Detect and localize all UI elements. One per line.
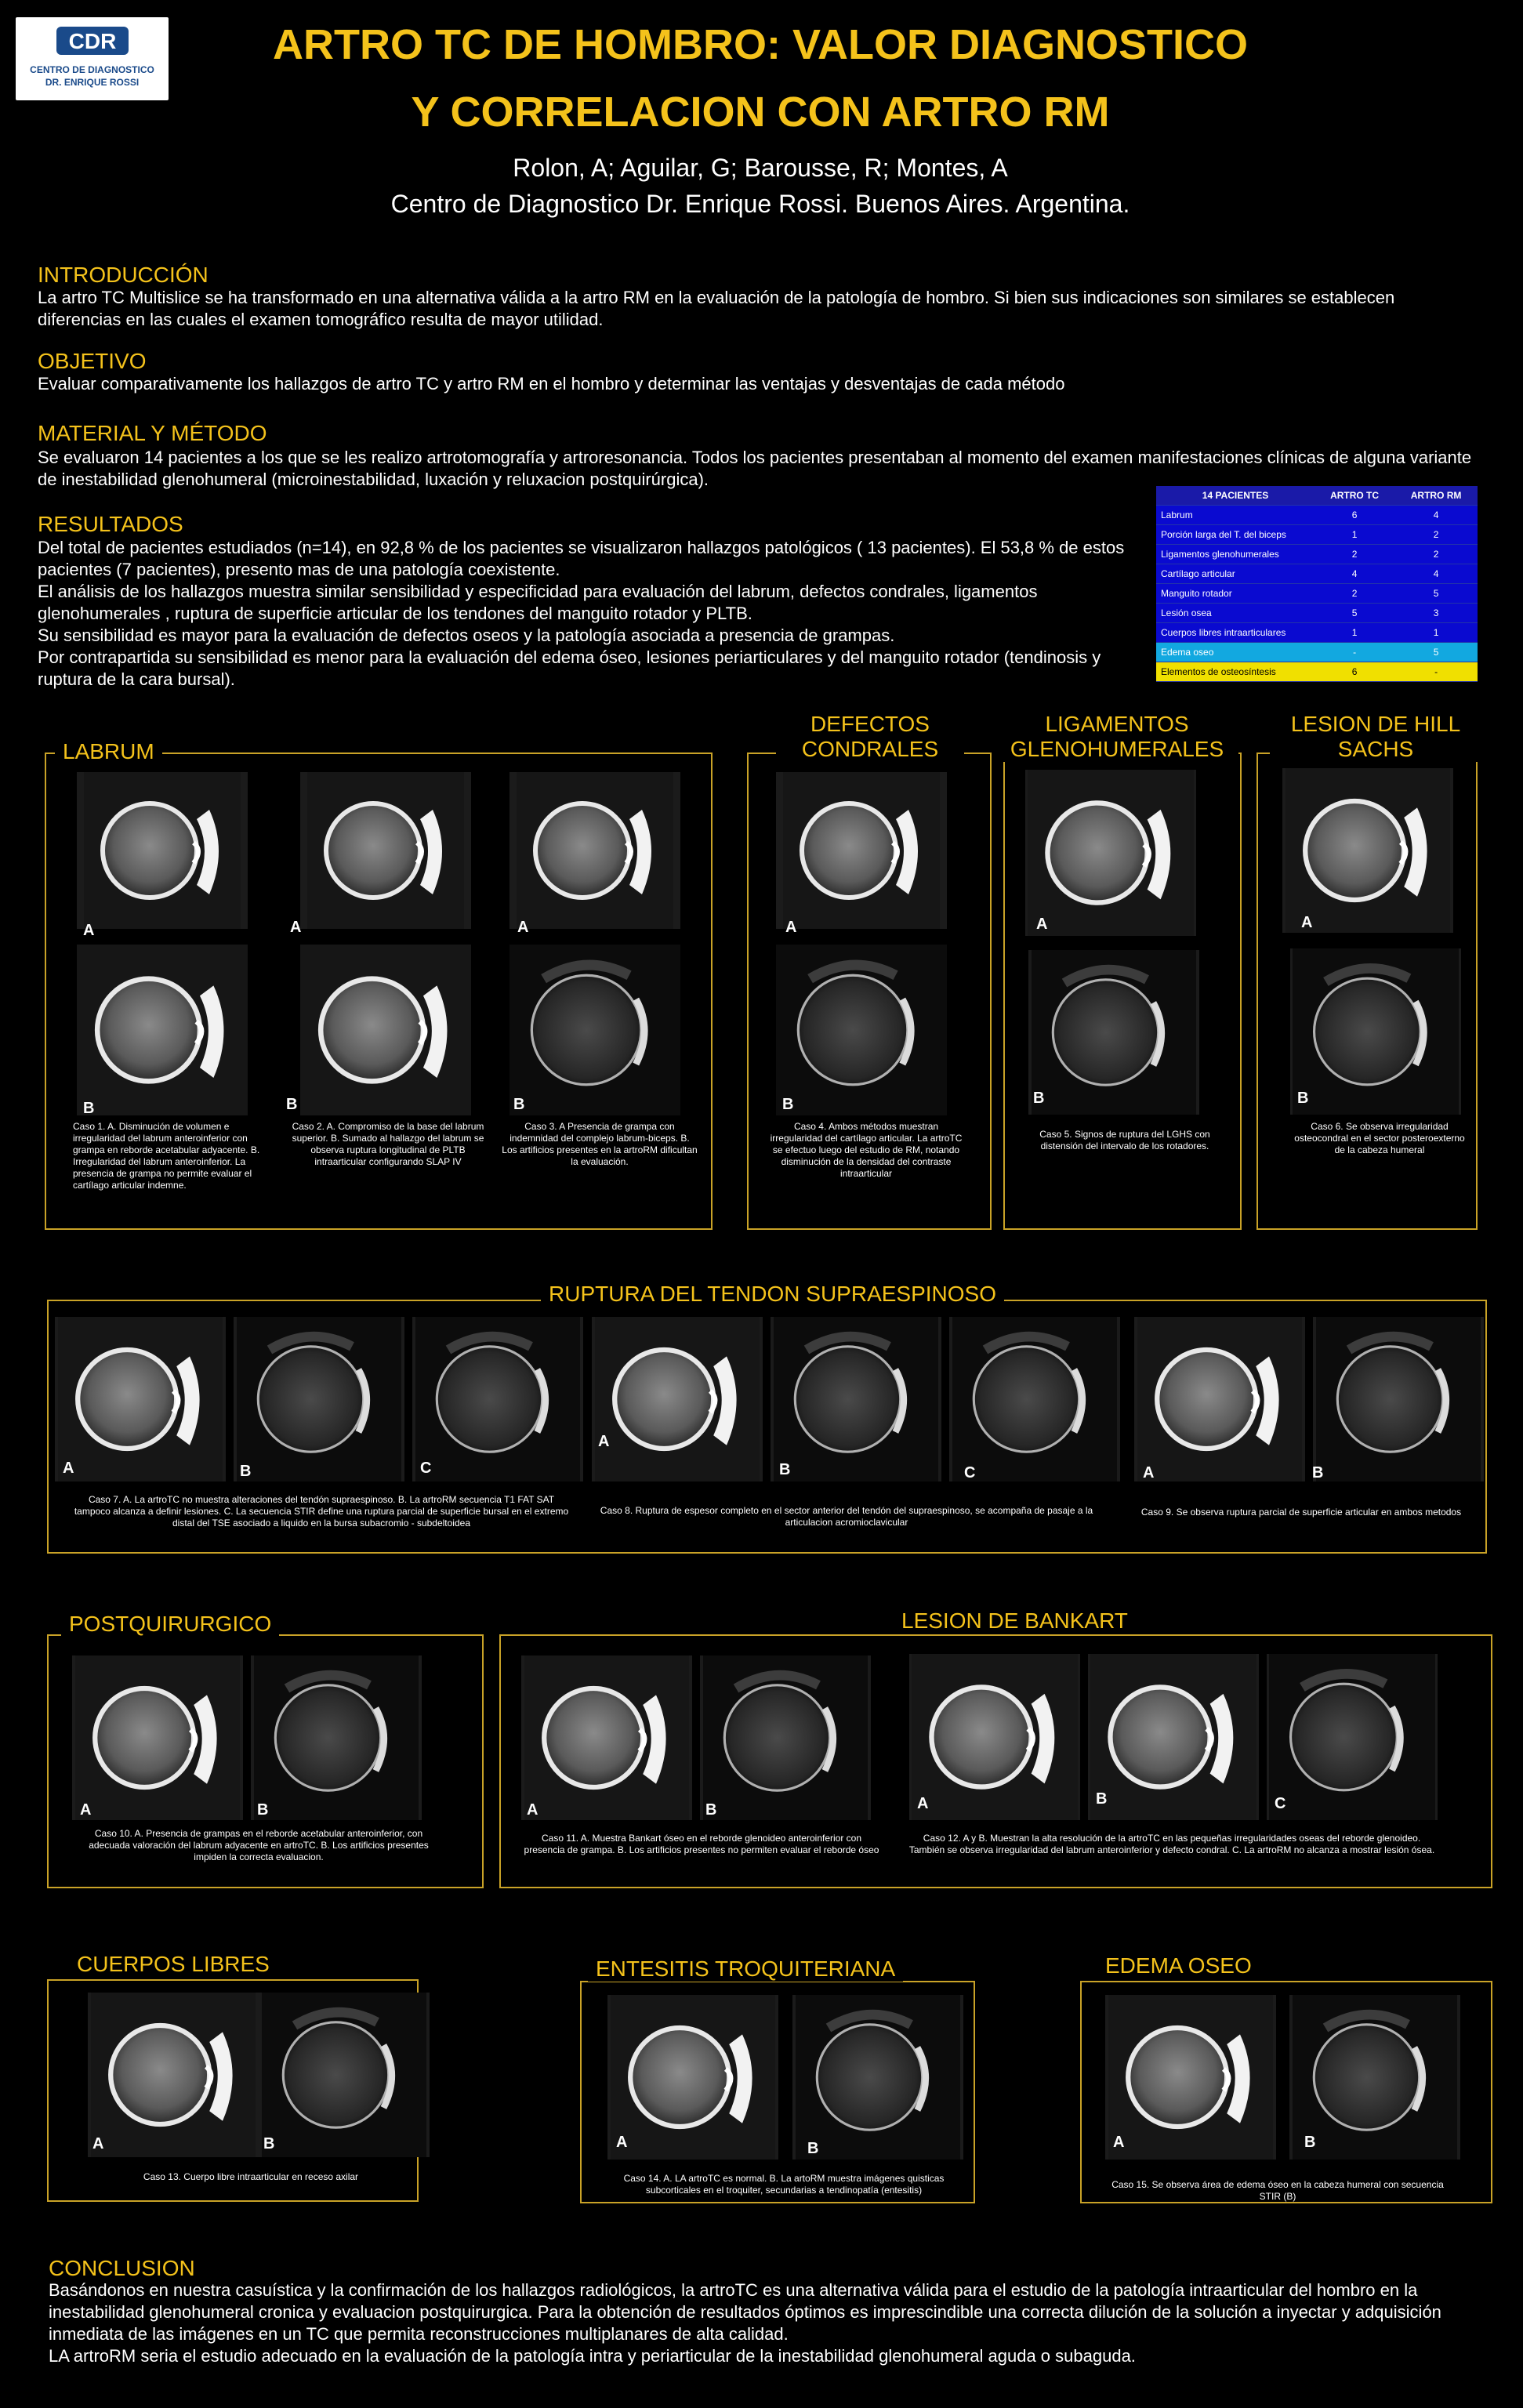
image-label: B (779, 1461, 791, 1478)
image-label: B (1297, 1090, 1309, 1107)
scan-image (792, 1995, 963, 2160)
image-label: A (63, 1460, 74, 1477)
objetivo-heading: OBJETIVO (38, 349, 147, 373)
results-table (1156, 486, 1478, 682)
scan-image (77, 772, 248, 929)
image-label: B (240, 1463, 252, 1480)
table-cell: 2 (1314, 584, 1394, 604)
conclusion-p2: LA artroRM seria el estudio adecuado en la evaluación de la patología intra y periarticular de la inestabilidad glenohumeral aguda o subaguda. (49, 2346, 1136, 2366)
resultados-p2: El análisis de los hallazgos muestra similar sensibilidad y especificidad para evaluación del labrum, defectos condrales, ligamentos glenohumerales , ruptura de superficie articular de los tendones del manguito rotador y PLTB. (38, 582, 1038, 623)
caption-caso11: Caso 11. A. Muestra Bankart óseo en el reborde glenoideo anteroinferior con presencia de grampa. B. Los artificios presentes no permiten evaluar el reborde óseo (524, 1833, 879, 1855)
image-label: A (1036, 916, 1048, 933)
poster-title-line2: Y CORRELACION CON ARTRO RM (411, 89, 1110, 136)
table-row (1156, 662, 1478, 682)
scan-image (1267, 1654, 1438, 1820)
caption-caso12: Caso 12. A y B. Muestran la alta resolución de la artroTC en las pequeñas irregularidades oseas del reborde glenoideo. También se observa irregularidad del labrum anteroinferior y defecto condral. C. La artroRM no alcanza a mostrar lesión ósea. (908, 1833, 1435, 1855)
scan-image (88, 1993, 259, 2157)
resultados-p1: Del total de pacientes estudiados (n=14), en 92,8 % de los pacientes se visualizaron hallazgos patológicos ( 13 pacientes). El 53,8 % de estos pacientes (7 pacientes), presento mas de una patología coexistente. (38, 538, 1125, 579)
image-label: B (1304, 2134, 1316, 2151)
image-label: C (964, 1464, 976, 1481)
material-heading: MATERIAL Y MÉTODO (38, 421, 267, 445)
scan-image (949, 1317, 1120, 1481)
resultados-heading: RESULTADOS (38, 512, 183, 536)
panel-ligamentos-title-line1: LIGAMENTOS (1045, 712, 1189, 736)
table-cell: 2 (1394, 545, 1478, 564)
scan-image (592, 1317, 763, 1481)
panel-condrales-title-line1: DEFECTOS (810, 712, 930, 736)
panel-labrum-title: LABRUM (55, 739, 162, 764)
scan-image (700, 1656, 871, 1820)
table-cell: 5 (1394, 643, 1478, 662)
caption-caso14: Caso 14. A. LA artroTC es normal. B. La artoRM muestra imágenes quisticas subcorticales en el troquiter, secundarias a tendinopatía (entesitis) (623, 2173, 945, 2196)
intro-text: La artro TC Multislice se ha transformado en una alternativa válida a la artro RM en la evaluación de la patología de hombro. Si bien sus indicaciones son similares se establecen diferencias en las cuales el examen tomográfico resulta de mayor utilidad. (38, 288, 1395, 329)
table-header-row (1156, 486, 1478, 506)
table-row (1156, 525, 1478, 545)
image-label: B (782, 1096, 794, 1113)
table-row (1156, 506, 1478, 525)
scan-image (909, 1654, 1080, 1820)
intro-heading: INTRODUCCIÓN (38, 263, 209, 287)
table-cell: - (1314, 643, 1394, 662)
conclusion-p1: Basándonos en nuestra casuística y la confirmación de los hallazgos radiológicos, la artroTC es una alternativa válida para el estudio de la patología intraarticular del hombro en la inestabilidad glenohumeral cronica y evaluacion postquirurgica. Para la obtención de resultados óptimos es imprescindible una correcta dilución de la solución a inyectar y adquisición inmediata de las imágenes en un TC que permita reconstrucciones multiplanares de alta calidad. (49, 2280, 1441, 2344)
image-label: B (513, 1096, 525, 1113)
image-label: B (286, 1096, 298, 1113)
image-label: B (1096, 1790, 1108, 1808)
scan-image (412, 1317, 583, 1481)
objetivo-text: Evaluar comparativamente los hallazgos de artro TC y artro RM en el hombro y determinar las ventajas y desventajas de cada método (38, 374, 1065, 393)
image-label: A (1143, 1464, 1155, 1481)
table-row (1156, 545, 1478, 564)
scan-image (771, 1317, 941, 1481)
scan-image (1028, 950, 1199, 1115)
scan-image (1313, 1317, 1484, 1481)
scan-image (77, 945, 248, 1115)
image-label: C (420, 1460, 432, 1477)
table-cell: Ligamentos glenohumerales (1156, 545, 1314, 564)
scan-image (509, 945, 680, 1115)
table-cell: 1 (1314, 525, 1394, 545)
table-cell: 2 (1394, 525, 1478, 545)
image-label: A (1113, 2134, 1125, 2151)
panel-entesitis-title: ENTESITIS TROQUITERIANA (588, 1956, 903, 1982)
caption-caso1: Caso 1. A. Disminución de volumen e irregularidad del labrum anteroinferior con grampa en reborde acetabular adyacente. B. Irregularidad del labrum anteroinferior. La presencia de grampa no permite evaluar el cartílago articular indemne. (73, 1121, 260, 1191)
logo-line2: DR. ENRIQUE ROSSI (45, 77, 140, 88)
scan-image (1105, 1995, 1276, 2160)
table-cell: 1 (1314, 623, 1394, 643)
panel-condrales-title (776, 712, 964, 762)
affiliation: Centro de Diagnostico Dr. Enrique Rossi. Buenos Aires. Argentina. (390, 190, 1130, 218)
logo (16, 17, 169, 100)
table-cell: Lesión osea (1156, 604, 1314, 623)
image-label: B (807, 2140, 819, 2157)
table-cell: Manguito rotador (1156, 584, 1314, 604)
resultados-text (38, 537, 1135, 691)
image-label: B (257, 1801, 269, 1819)
table-cell: 4 (1394, 506, 1478, 525)
logo-mark-icon (55, 24, 130, 58)
caption-caso6: Caso 6. Se observa irregularidad osteocondral en el sector posteroexterno de la cabeza humeral (1294, 1121, 1465, 1155)
poster-title-line1: ARTRO TC DE HOMBRO: VALOR DIAGNOSTICO (273, 21, 1248, 68)
table-cell: Edema oseo (1156, 643, 1314, 662)
caption-caso10: Caso 10. A. Presencia de grampas en el reborde acetabular anteroinferior, con adecuada valoración del labrum adyacente en artroTC. B. Los artificios presentes impiden la correcta evaluacion. (89, 1828, 429, 1862)
svg-text:CDR: CDR (68, 29, 117, 53)
panel-edema-title: EDEMA OSEO (1097, 1953, 1260, 1978)
conclusion-text (49, 2279, 1491, 2367)
caption-caso7: Caso 7. A. La artroTC no muestra alteraciones del tendón supraespinoso. B. La artroRM secuencia T1 FAT SAT tampoco alcanza a definir lesiones. C. La secuencia STIR define una ruptura parcial de superficie bursal en el extremo distal del TSE asociado a liquido en la bursa subacromio - subdeltoidea (74, 1494, 569, 1529)
scan-image (1134, 1317, 1305, 1481)
panel-condrales-title-line2: CONDRALES (801, 737, 939, 761)
panel-ligamentos-title-line2: GLENOHUMERALES (1010, 737, 1224, 761)
caption-caso8: Caso 8. Ruptura de espesor completo en el sector anterior del tendón del supraespinoso, se acompaña de pasaje a la articulacion acromioclavicular (600, 1505, 1093, 1528)
caption-caso3: Caso 3. A Presencia de grampa con indemnidad del complejo labrum-biceps. B. Los artificios presentes en la artroRM dificultan la evaluación. (502, 1121, 698, 1167)
table-cell: 5 (1394, 584, 1478, 604)
scan-image (259, 1993, 430, 2157)
table-header-cell: ARTRO TC (1314, 486, 1394, 506)
panel-supra-title: RUPTURA DEL TENDON SUPRAESPINOSO (541, 1282, 1004, 1307)
panel-ligamentos-title (995, 712, 1238, 762)
scan-image (776, 772, 947, 929)
image-label: B (83, 1100, 95, 1117)
table-cell: 6 (1314, 506, 1394, 525)
table-cell: 4 (1394, 564, 1478, 584)
scan-image (521, 1656, 692, 1820)
table-cell: 5 (1314, 604, 1394, 623)
table-cell: - (1394, 662, 1478, 682)
table-cell: 6 (1314, 662, 1394, 682)
image-label: A (83, 922, 95, 939)
caption-caso9: Caso 9. Se observa ruptura parcial de superficie articular en ambos metodos (1140, 1507, 1462, 1518)
scan-image (234, 1317, 404, 1481)
table-row (1156, 623, 1478, 643)
table-cell: Porción larga del T. del biceps (1156, 525, 1314, 545)
scan-image (1025, 770, 1196, 936)
table-cell: 3 (1394, 604, 1478, 623)
conclusion-heading: CONCLUSION (49, 2256, 195, 2280)
table-cell: Labrum (1156, 506, 1314, 525)
image-label: B (1312, 1464, 1324, 1481)
image-label: B (263, 2135, 275, 2152)
image-label: A (1301, 914, 1313, 931)
image-label: B (1033, 1090, 1045, 1107)
table-cell: Cartílago articular (1156, 564, 1314, 584)
scan-image (607, 1995, 778, 2160)
panel-hill-title-line1: LESION DE HILL (1290, 712, 1461, 736)
panel-cuerpos-title: CUERPOS LIBRES (69, 1952, 277, 1977)
image-label: A (92, 2135, 104, 2152)
caption-caso5: Caso 5. Signos de ruptura del LGHS con distensión del intervalo de los rotadores. (1039, 1129, 1210, 1151)
scan-image (55, 1317, 226, 1481)
table-header-cell: ARTRO RM (1394, 486, 1478, 506)
scan-image (1088, 1654, 1259, 1820)
scan-image (300, 945, 471, 1115)
table-cell: 4 (1314, 564, 1394, 584)
table-row (1156, 584, 1478, 604)
image-label: A (527, 1801, 538, 1819)
caption-caso2: Caso 2. A. Compromiso de la base del labrum superior. B. Sumado al hallazgo del labrum se observa ruptura longitudinal de PLTB intraarticular configurando SLAP IV (292, 1121, 484, 1167)
material-text: Se evaluaron 14 pacientes a los que se les realizo artrotomografía y artroresonancia. Todos los pacientes presentaban al momento del examen manifestaciones clínicas de alguna variante de inestabilidad glenohumeral (microinestabilidad, luxación y reluxacion postquirúrgica). (38, 448, 1472, 489)
table-cell: Cuerpos libres intraarticulares (1156, 623, 1314, 643)
panel-postq-title: POSTQUIRURGICO (61, 1612, 279, 1637)
table-cell: Elementos de osteosíntesis (1156, 662, 1314, 682)
image-label: A (917, 1795, 929, 1812)
panel-hill-title (1270, 712, 1481, 762)
resultados-p3: Su sensibilidad es mayor para la evaluación de defectos oseos y la patología asociada a presencia de grampas. (38, 626, 895, 645)
panel-bankart-title: LESION DE BANKART (894, 1608, 1136, 1634)
table-cell: 1 (1394, 623, 1478, 643)
image-label: A (80, 1801, 92, 1819)
image-label: A (598, 1433, 610, 1450)
authors: Rolon, A; Aguilar, G; Barousse, R; Montes, A (513, 154, 1008, 182)
panel-hill-title-line2: SACHS (1337, 737, 1414, 761)
scan-image (251, 1656, 422, 1820)
scan-image (776, 945, 947, 1115)
scan-image (509, 772, 680, 929)
table-cell: 2 (1314, 545, 1394, 564)
image-label: A (616, 2134, 628, 2151)
logo-line1: CENTRO DE DIAGNOSTICO (30, 64, 154, 75)
scan-image (1282, 768, 1453, 933)
image-label: A (785, 919, 797, 936)
caption-caso15: Caso 15. Se observa área de edema óseo en la cabeza humeral con secuencia STIR (B) (1111, 2179, 1444, 2202)
scan-image (300, 772, 471, 929)
scan-image (1290, 948, 1461, 1115)
scan-image (72, 1656, 243, 1820)
caption-caso4: Caso 4. Ambos métodos muestran irregularidad del cartílago articular. La artroTC se efectuo luego del estudio de RM, notando disminución de la densidad del contraste intraarticular (770, 1121, 963, 1179)
image-label: B (705, 1801, 717, 1819)
table-row (1156, 604, 1478, 623)
resultados-p4: Por contrapartida su sensibilidad es menor para la evaluación del edema óseo, lesiones periarticulares y del manguito rotador (tendinosis y ruptura de la cara bursal). (38, 647, 1101, 689)
table-row (1156, 643, 1478, 662)
table-header-cell: 14 PACIENTES (1156, 486, 1314, 506)
image-label: C (1275, 1795, 1286, 1812)
image-label: A (517, 919, 529, 936)
table-row (1156, 564, 1478, 584)
caption-caso13: Caso 13. Cuerpo libre intraarticular en receso axilar (143, 2171, 359, 2182)
image-label: A (290, 919, 302, 936)
